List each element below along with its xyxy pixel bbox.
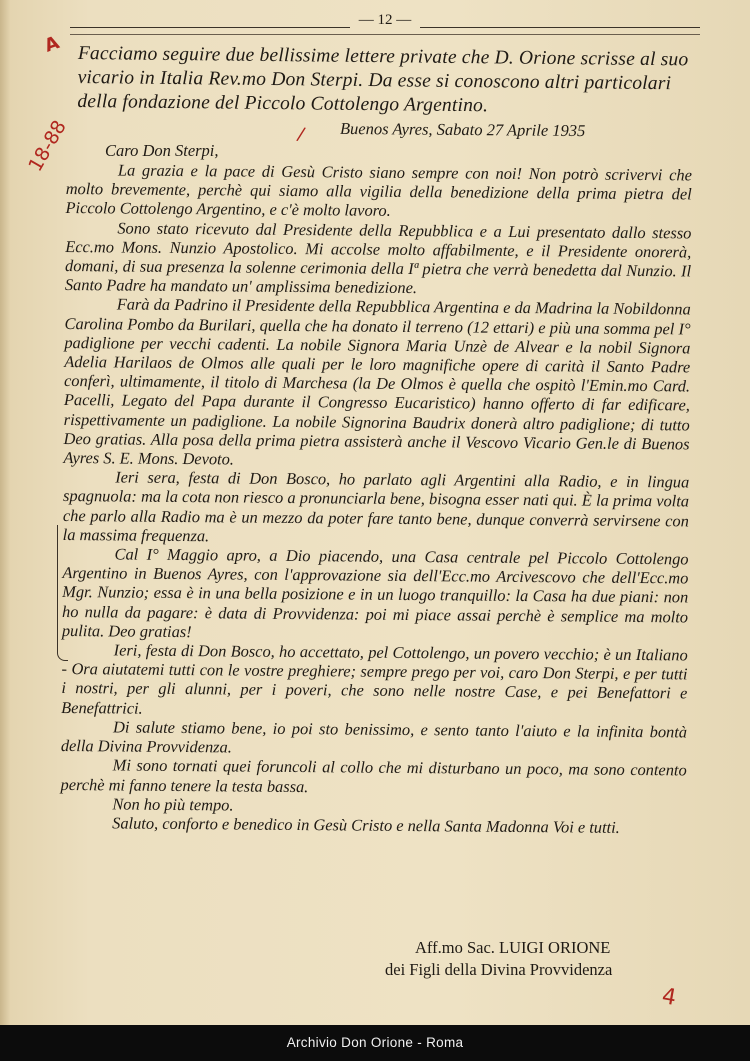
handwritten-number: 4 bbox=[659, 983, 679, 1012]
signature-congregation: dei Figli della Divina Provvidenza bbox=[385, 960, 613, 979]
page-number: — 12 — bbox=[358, 12, 412, 28]
letter-paragraph: Cal I° Maggio apro, a Dio piacendo, una Casa centrale pel Piccolo Cottolengo Argentino in Buenos Ayres, con l'approvazione sia dell'Ecc.mo Arcivescovo che dell'Ecc.mo Mgr. Nunzio; essa è in una bella posizione e in un luogo tranquillo: la Casa ha due piani: non ho nulla da pagare: è data di Provvidenza: poi mi piace assai perchè è semplice ma molto pulita. Deo gratias! bbox=[61, 544, 689, 641]
header-rule-under bbox=[70, 34, 700, 35]
signature-name: Aff.mo Sac. LUIGI ORIONE bbox=[415, 938, 611, 957]
letter-body bbox=[60, 160, 692, 838]
page-edge bbox=[0, 0, 10, 1025]
letter-paragraph: Sono stato ricevuto dal Presidente della Repubblica e a Lui presentato dallo stesso Ecc.mo Mons. Nunzio Apostolico. Mi accolse molto affabilmente, e il Presidente onorerà, domani, di sua presenza la solenne cerimonia della Iª pietra che verrà benedetta dal Nunzio. Il Santo Padre ha mandato un' amplissima benedizione. bbox=[64, 218, 692, 298]
handwritten-mark-a: A bbox=[41, 32, 63, 57]
intro-paragraph: Facciamo seguire due bellissime lettere private che D. Orione scrisse al suo vicario in Italia Rev.mo Don Sterpi. Da esse si conoscono altri particolari della fondazione del Piccolo Cottolengo Argentino. bbox=[77, 42, 689, 117]
letter-paragraph: Ieri, festa di Don Bosco, ho accettato, pel Cottolengo, un povero vecchio; è un Italiano - Ora aiutatemi tutti con le vostre preghiere; sempre prego per voi, caro Don Sterpi, e per tutti i nostri, per gli alunni, per i poveri, che sono nelle nostre Case, e pei Benefattori e Benefattrici. bbox=[61, 640, 688, 718]
archive-footer bbox=[0, 1025, 750, 1061]
handwritten-reference: 18-88 bbox=[24, 116, 71, 176]
letter-paragraph: La grazia e la pace di Gesù Cristo siano sempre con noi! Non potrò scrivervi che molto brevemente, perchè qui siamo alla vigilia della benedizione della prima pietra del Piccolo Cottolengo Argentino, e c'è molto lavoro. bbox=[65, 160, 692, 221]
letter-dateline: Buenos Ayres, Sabato 27 Aprile 1935 bbox=[339, 118, 586, 141]
letter-paragraph: Non ho più tempo. bbox=[112, 794, 234, 815]
letter-paragraph: Ieri sera, festa di Don Bosco, ho parlato agli Argentini alla Radio, e in lingua spagnuola: ma la cota non riesco a pronunciarla bene, bisogna esser nati qui. È la prima volta che parlo alla Radio ma è un mezzo da poter fare tanto bene, dunque converrà servirsene con la massima frequenza. bbox=[62, 467, 690, 546]
letter-salutation: Caro Don Sterpi, bbox=[105, 141, 219, 160]
letter-paragraph: Saluto, conforto e benedico in Gesù Cristo e nella Santa Madonna Voi e tutti. bbox=[112, 813, 620, 837]
letter-paragraph: Farà da Padrino il Presidente della Repubblica Argentina e da Madrina la Nobildonna Carolina Pombo da Burilari, quella che ha donato il terreno (12 ettari) e più una somma pel I° padiglione per vecchi cadenti. La nobile Signora Maria Unzè de Alvear e la nobil Signora Adelia Harilaos de Olmos alle quali per le loro magnifiche opere di carità il Santo Padre conferì, ultimamente, il titolo di Marchesa (la De Olmos è quella che ospitò l'Emin.mo Card. Pacelli, Legato del Papa durante il Congresso Eucaristico) hanno offerto di far edificare, rispettivamente un padiglione. La nobile Signorina Baudrix donerà altro padiglione; di tutto Deo gratias. Alla posa della prima pietra assisterà anche il Vescovo Vicario Gen.le di Buenos Ayres S. E. Mons. Devoto. bbox=[63, 294, 691, 469]
header-rule-left bbox=[70, 27, 350, 28]
letter-signature bbox=[385, 937, 685, 981]
page-header bbox=[70, 10, 700, 38]
archive-label: Archivio Don Orione - Roma bbox=[286, 1035, 464, 1050]
letter-paragraph: Di salute stiamo bene, io poi sto benissimo, e sento tanto l'aiuto e la infinita bontà della Divina Provvidenza. bbox=[60, 717, 688, 757]
letter-paragraph: Mi sono tornati quei foruncoli al collo che mi disturbano un poco, ma sono contento perchè mi fanno tenere la testa bassa. bbox=[60, 755, 687, 796]
header-rule-right bbox=[420, 27, 700, 28]
handwritten-tick: / bbox=[295, 123, 307, 146]
